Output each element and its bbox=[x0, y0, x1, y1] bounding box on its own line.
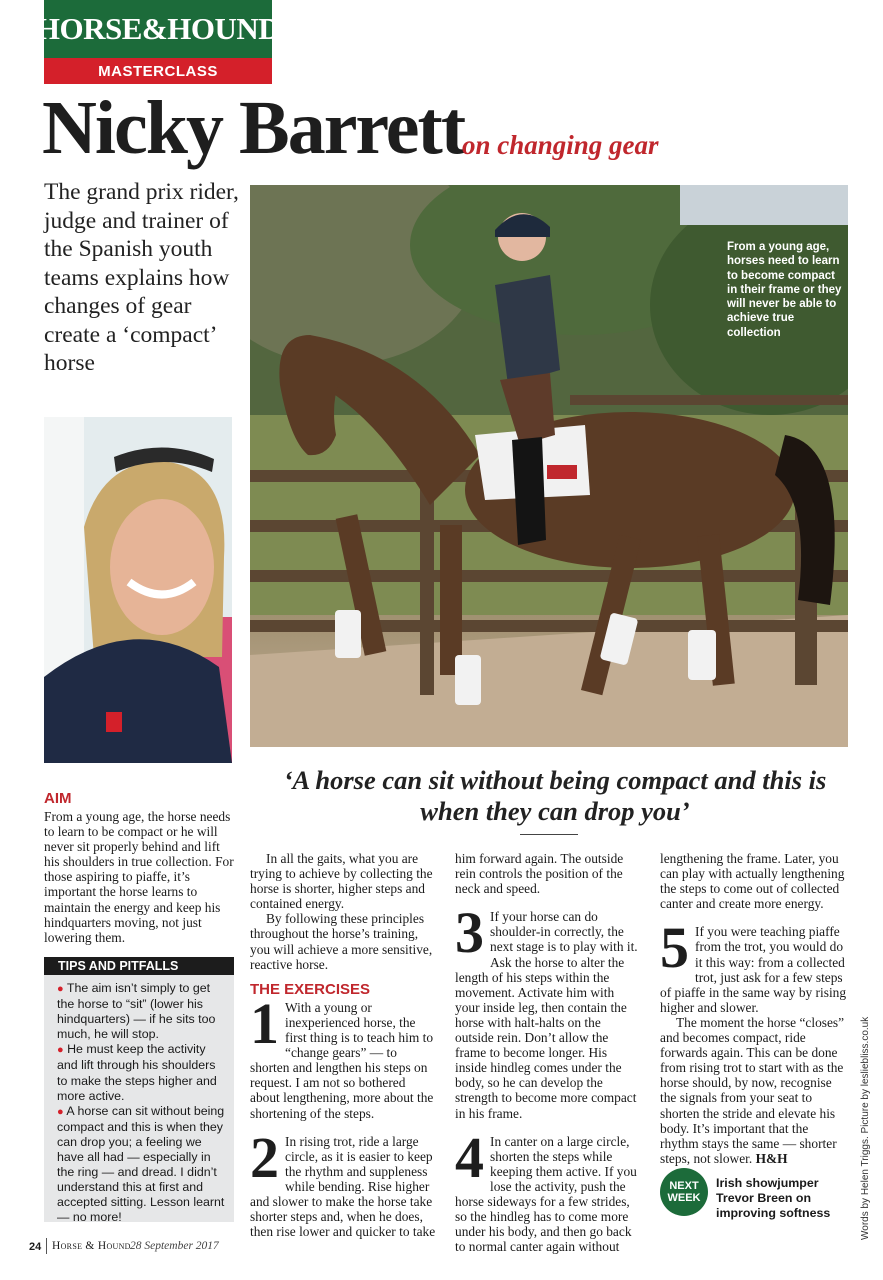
body-paragraph: The moment the horse “closes” and becomes compact, ride forwards again. This can be done from rising trot to start with as the horse should, by now, recognise the signals from your seat to shorten the stride and elevate his body. It’s important that the rhythm stays the same — shorter steps, not slower. H&H bbox=[660, 1014, 845, 1166]
aim-heading: AIM bbox=[44, 790, 72, 807]
folio-magazine: Horse & Hound bbox=[52, 1240, 131, 1252]
signoff: H&H bbox=[755, 1150, 788, 1166]
page-number: 24 bbox=[29, 1241, 42, 1253]
brand-logo: HORSE&HOUND bbox=[44, 0, 272, 58]
drop-cap: 4 bbox=[455, 1124, 484, 1190]
portrait-photo bbox=[44, 417, 232, 763]
bullet-dot-icon: ● bbox=[57, 983, 64, 995]
tips-item: ● He must keep the activity and lift through his shoulders to make the steps higher and more active. bbox=[57, 1042, 217, 1103]
intro-paragraph: In all the gaits, what you are trying to achieve by collecting the horse is shorter, higher steps and contained energy. bbox=[250, 851, 433, 912]
exercise-step-4: 4 In canter on a large circle, shorten the steps while keeping them active. If you lose the activity, push the horse sideways for a few strides, so the hindleg has to come more under his body, and then go back to normal canter again without bbox=[455, 1124, 637, 1255]
article-title: Nicky Barrett bbox=[42, 86, 465, 170]
drop-cap: 2 bbox=[250, 1124, 279, 1190]
bullet-dot-icon: ● bbox=[57, 1044, 64, 1057]
next-week-badge: NEXT WEEK bbox=[660, 1168, 708, 1216]
body-paragraph: lengthening the frame. Later, you can play with actually lengthening the steps to come out of collected canter and create more energy. bbox=[660, 851, 845, 912]
body-paragraph: him forward again. The outside rein controls the position of the neck and speed. bbox=[455, 851, 624, 897]
body-column-3 bbox=[660, 851, 848, 1166]
body-column-1 bbox=[250, 851, 436, 1239]
drop-cap: 1 bbox=[250, 990, 279, 1056]
tips-list bbox=[57, 981, 227, 1226]
drop-cap: 5 bbox=[660, 915, 689, 981]
photo-caption: From a young age, horses need to learn to become compact in their frame or they will never be able to achieve true collection bbox=[727, 241, 842, 339]
body-column-2 bbox=[455, 851, 641, 1254]
aim-text: From a young age, the horse needs to learn to be compact or he will never sit properly behind and lift his shoulders in true collection. For those aspiring to piaffe, it’s important the horse learns to maintain the energy and keep his hindquarters moving, not just lowering them. bbox=[44, 809, 234, 945]
tips-item: ● A horse can sit without being compact and this is when they can drop you; a feeling we have all had — especially in the ring — and dread. I didn’t understand this at first and accepted sitting. Lesson learnt — no more! bbox=[57, 1103, 225, 1225]
pull-quote: ‘A horse can sit without being compact and this is when they can drop you’ bbox=[283, 765, 827, 826]
bullet-dot-icon: ● bbox=[57, 1105, 64, 1118]
pull-quote-rule bbox=[520, 834, 578, 835]
section-label: MASTERCLASS bbox=[44, 58, 272, 84]
exercise-step-3: 3 If your horse can do shoulder-in correctly, the next stage is to play with it. Ask the horse to alter the length of his steps within the movement. Activate him with your inside leg, then contain the horse with halt-halts on the outside rein. Don’t allow the frame to become longer. His inside hindleg comes under the body, so he can develop the strength to become more compact in his frame. bbox=[455, 900, 638, 1121]
tips-heading: TIPS AND PITFALLS bbox=[44, 957, 234, 975]
portrait-illustration bbox=[44, 417, 232, 763]
next-week-text: Irish showjumper Trevor Breen on improving softness bbox=[716, 1176, 831, 1220]
exercise-step-5: 5 If you were teaching piaffe from the trot, you would do it this way: from a collected trot, just ask for a few steps of piaffe in the same way by rising higher and slower. bbox=[660, 915, 847, 1015]
photo-credit: Words by Helen Triggs. Picture by lesliebliss.co.uk bbox=[860, 1016, 871, 1240]
exercises-heading: THE EXERCISES bbox=[250, 980, 371, 998]
tips-item: ● The aim isn’t simply to get the horse to “sit” (lower his hindquarters) — if he sits too much, he will stop. bbox=[57, 981, 216, 1042]
drop-cap: 3 bbox=[455, 900, 484, 966]
exercise-step-2: 2 In rising trot, ride a large circle, as it is easier to keep the rhythm and suppleness while bending. Rise higher and slower to make the horse take shorter steps and, when he does, then rise lower and quicker to take bbox=[250, 1124, 436, 1240]
article-subtitle: on changing gear bbox=[462, 130, 659, 160]
folio-divider bbox=[46, 1238, 47, 1254]
exercise-step-1: 1 With a young or inexperienced horse, the first thing is to teach him to “change gears” — to shorten and lengthen his steps on request. I am not so bothered about lengthening, more about the shortening of the steps. bbox=[250, 990, 434, 1121]
standfirst: The grand prix rider, judge and trainer of the Spanish youth teams explains how changes of gear create a ‘compact’ horse bbox=[44, 179, 239, 376]
intro-paragraph: By following these principles throughout the horse’s training, you will achieve a more sensitive, reactive horse. bbox=[250, 911, 433, 972]
folio-date: 28 September 2017 bbox=[130, 1240, 219, 1252]
